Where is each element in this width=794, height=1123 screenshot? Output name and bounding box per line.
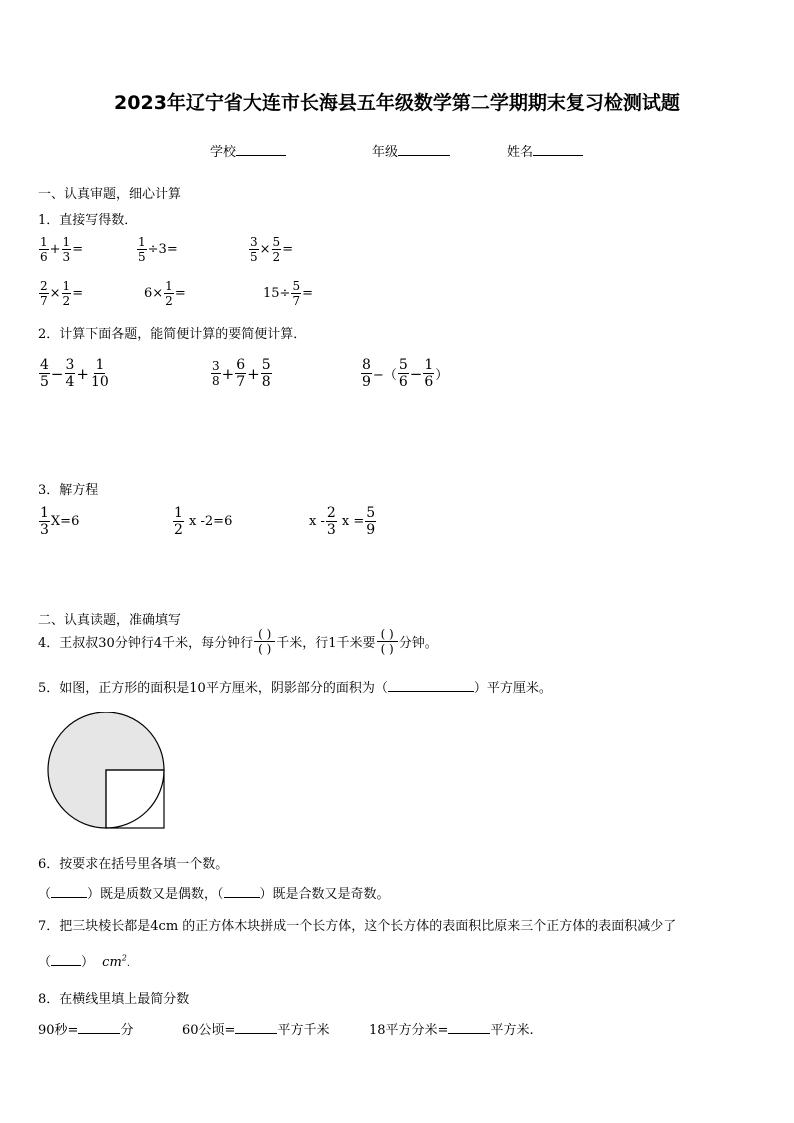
q8-item-1: 90秒= 分 [38,1019,133,1038]
fraction: $\frac{2}{7}$ [40,279,48,308]
q7-text: 7．把三块棱长都是4cm 的正方体木块拼成一个长方体，这个长方体的表面积比原来三个正方体的表面积减少了 [38,919,677,934]
q8-item-3: 18平方分米= 平方米. [369,1019,534,1038]
fraction: $\frac{5}{8}$ [261,357,271,390]
name-field: 姓名 [507,141,583,160]
name-blank[interactable] [533,142,583,156]
q8-blank-3[interactable] [448,1020,490,1034]
fraction: $\frac{3}{8}$ [212,359,220,388]
section-two-heading: 二、认真读题，准确填写 [38,613,182,628]
fraction: $\frac{4}{5}$ [40,357,49,390]
q6-label: 6．按要求在括号里各填一个数。 [38,857,229,872]
grade-field: 年级 [372,141,450,160]
circle-arc [106,770,164,828]
q7-answer-line: （ ） $cm^2$. [38,953,131,970]
school-field: 学校 [210,141,286,160]
q2-expr-1: $\frac{4}{5}$ − $\frac{3}{4}$ + $\frac{1}{10}$ [40,357,109,390]
fraction: $\frac{3}{4}$ [65,357,75,390]
fraction: $\frac{1}{6}$ [40,235,48,264]
fraction: $\frac{5}{7}$ [292,279,301,308]
q1-label: 1．直接写得数． [38,213,138,228]
q5-answer-blank[interactable] [388,678,474,692]
q4: 4．王叔叔30分钟行4千米，每分钟行 $\frac{( )}{( )}$ 千米，行1千米要 $\frac{( )}{( )}$ 分钟。 [38,627,438,656]
q2-expr-2: $\frac{3}{8}$ + $\frac{6}{7}$ + $\frac{5}{8}$ [212,357,271,390]
square [106,770,164,828]
school-blank[interactable] [236,142,286,156]
fraction: $\frac{1}{10}$ [91,357,109,390]
q2-label: 2．计算下面各题，能简便计算的要简便计算． [38,327,307,342]
q8-label: 8．在横线里填上最简分数 [38,992,190,1007]
q1-item-5: 6× $\frac{1}{2}$ = [144,279,186,308]
q6-line: （ ）既是质数又是偶数，（ ）既是合数又是奇数。 [38,883,390,902]
grade-blank[interactable] [398,142,450,156]
fraction: $\frac{6}{7}$ [236,357,246,390]
fraction: $\frac{8}{9}$ [362,357,371,390]
fraction: $\frac{5}{2}$ [272,235,281,264]
q8-blank-1[interactable] [78,1020,120,1034]
q1-item-1: $\frac{1}{6}$ + $\frac{1}{3}$ = [40,235,84,264]
q3-eq-3: x - $\frac{2}{3}$ x = $\frac{5}{9}$ [309,505,376,538]
q1-item-2: $\frac{1}{5}$ ÷3 = [138,235,178,264]
fraction: $\frac{1}{6}$ [424,357,434,390]
answer-fraction-blank[interactable]: $\frac{( )}{( )}$ [377,628,398,655]
q3-eq-1: $\frac{1}{3}$ X=6 [40,505,80,538]
answer-fraction-blank[interactable]: $\frac{( )}{( )}$ [254,628,275,655]
q3-label: 3．解方程 [38,483,99,498]
fraction: $\frac{5}{9}$ [366,505,376,538]
q6-blank-2[interactable] [224,884,260,898]
fraction: $\frac{3}{5}$ [250,235,258,264]
q8-blank-2[interactable] [235,1020,277,1034]
q7-answer-blank[interactable] [51,952,81,966]
q1-item-4: $\frac{2}{7}$ × $\frac{1}{2}$ = [40,279,84,308]
fraction: $\frac{5}{6}$ [398,357,408,390]
fraction: $\frac{1}{2}$ [62,279,71,308]
circle-square-figure [44,712,170,834]
q5: 5．如图，正方形的面积是10平方厘米，阴影部分的面积为（ ）平方厘米。 [38,677,552,696]
fraction: $\frac{1}{2}$ [165,279,173,308]
fraction: $\frac{1}{3}$ [40,505,49,538]
page-title: 2023年辽宁省大连市长海县五年级数学第二学期期末复习检测试题 [114,92,680,114]
q8-item-2: 60公顷= 平方千米 [182,1019,329,1038]
q6-blank-1[interactable] [51,884,87,898]
section-one-heading: 一、认真审题，细心计算 [38,187,182,202]
fraction: $\frac{1}{5}$ [138,235,146,264]
q1-item-6: 15÷ $\frac{5}{7}$ = [263,279,313,308]
q2-expr-3: $\frac{8}{9}$ −（ $\frac{5}{6}$ − $\frac{1}{6}$ ） [362,357,449,390]
q1-item-3: $\frac{3}{5}$ × $\frac{5}{2}$ = [250,235,294,264]
fraction: $\frac{2}{3}$ [326,505,336,538]
q3-eq-2: $\frac{1}{2}$ x -2=6 [174,505,233,538]
fraction: $\frac{1}{3}$ [62,235,71,264]
fraction: $\frac{1}{2}$ [174,505,183,538]
unit-cm2: $cm^2$ [102,953,127,970]
